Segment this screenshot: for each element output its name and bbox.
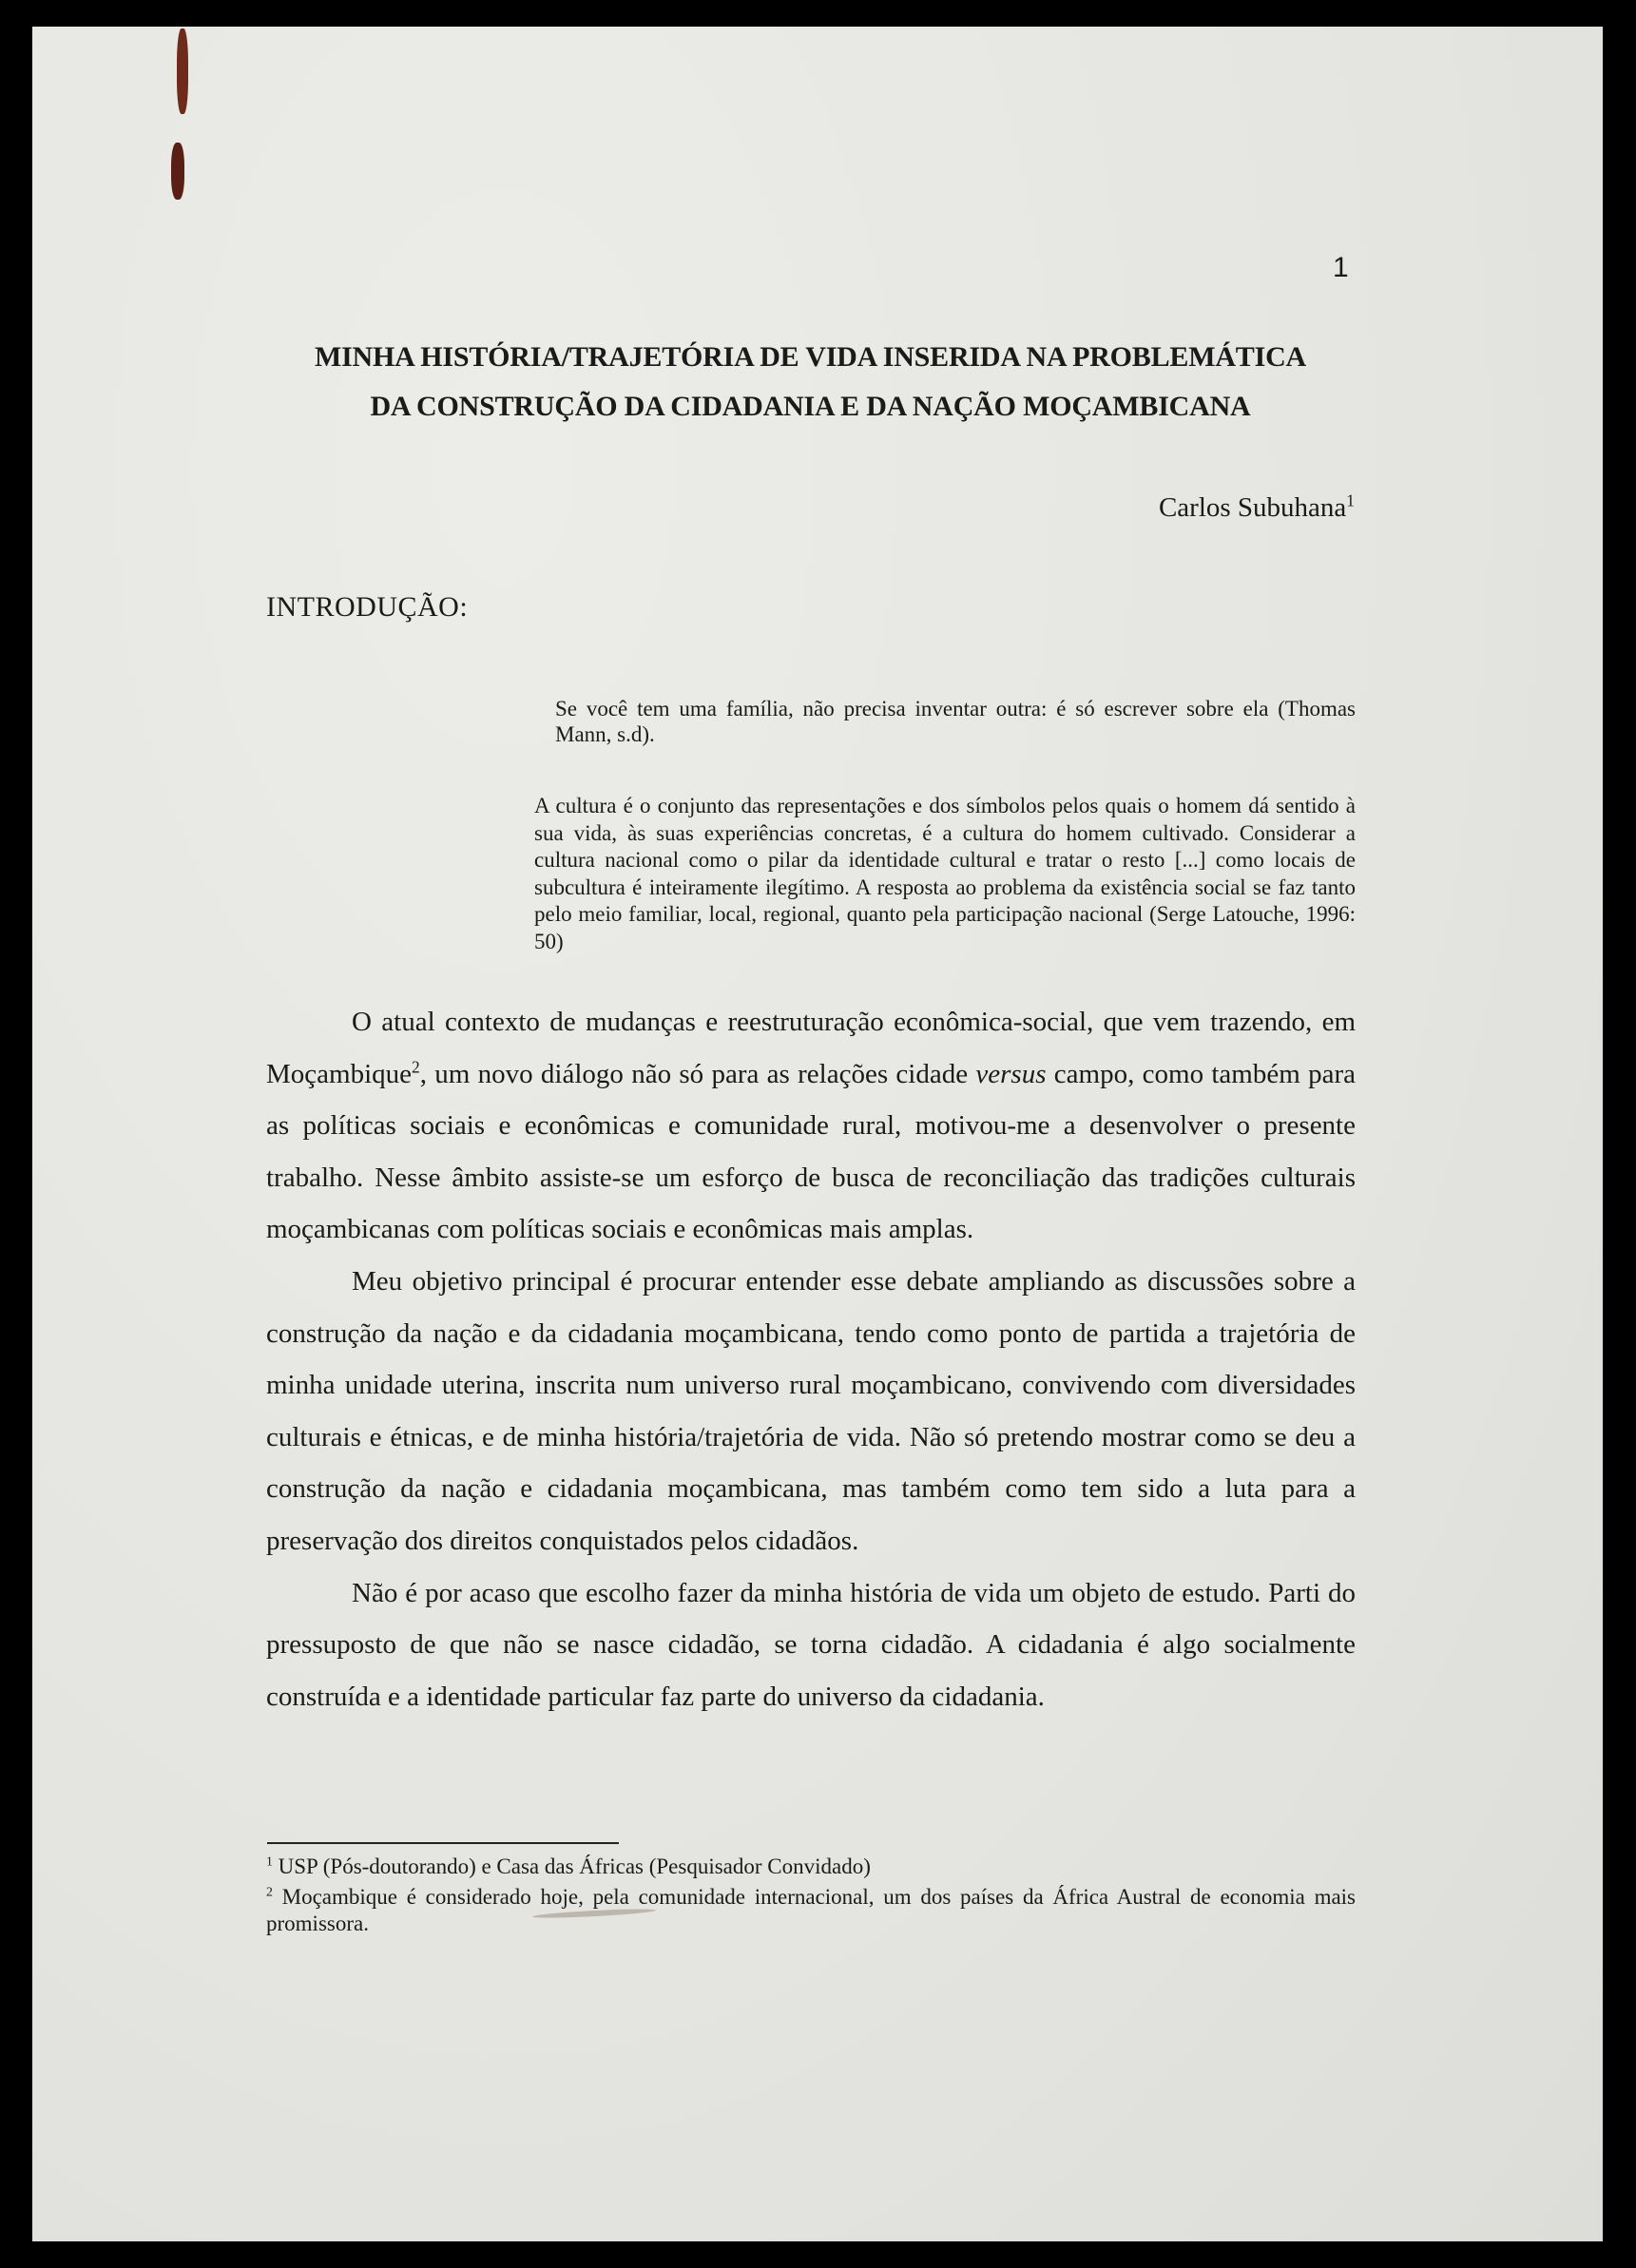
footnote-divider xyxy=(267,1842,619,1844)
author-text: Carlos Subuhana xyxy=(1158,492,1347,523)
footnote-marker: 1 xyxy=(266,1854,273,1869)
title-line-2: DA CONSTRUÇÃO DA CIDADANIA E DA NAÇÃO MOÇAMBICANA xyxy=(370,391,1251,422)
page-number: 1 xyxy=(1333,252,1349,283)
footnote-1 xyxy=(266,1854,1356,1880)
footnote-ref: 2 xyxy=(412,1056,420,1076)
paragraph-2: Meu objetivo principal é procurar entender esse debate ampliando as discussões sobre a construção da nação e da cidadania moçambicana, tendo como ponto de partida a trajetória de minha unidade uterina, inscrita num universo rural moçambicano, convivendo com diversidades culturais e étnicas, e de minha história/trajetória de vida. Não só pretendo mostrar como se deu a construção da nação e cidadania moçambicana, mas também como tem sido a luta para a preservação dos direitos conquistados pelos cidadãos. xyxy=(266,1265,1356,1556)
italic-term: versus xyxy=(975,1058,1047,1089)
footnote-2 xyxy=(266,1884,1356,1937)
paragraph-text: campo, como também para as políticas sociais e econômicas e comunidade rural, motivou-me a desenvolver o presente trabalho. Nesse âmbito assiste-se um esforço de busca de reconciliação das tradições culturais moçambicanas com políticas sociais e econômicas mais amplas. xyxy=(266,1058,1356,1245)
epigraph-2: A cultura é o conjunto das representações e dos símbolos pelos quais o homem dá sentido à sua vida, às suas experiências concretas, é a cultura do homem cultivado. Considerar a cultura nacional como o pilar da identidade cultural e tratar o resto [...] como locais de subcultura é inteiramente ilegítimo. A resposta ao problema da existência social se faz tanto pelo meio familiar, local, regional, quanto pela participação nacional (Serge Latouche, 1996: 50) xyxy=(534,794,1356,953)
paragraph-1 xyxy=(266,996,1356,1256)
footnote-text: USP (Pós-doutorando) e Casa das Áfricas (Pesquisador Convidado) xyxy=(278,1855,871,1878)
title-line-1: MINHA HISTÓRIA/TRAJETÓRIA DE VIDA INSERIDA NA PROBLEMÁTICA xyxy=(314,341,1307,373)
body-text xyxy=(266,996,1356,1722)
footnote-text: Moçambique é considerado hoje, pela comunidade internacional, um dos países da África Austral de economia mais promissora. xyxy=(266,1885,1357,1935)
document-title xyxy=(228,333,1393,432)
paragraph-text: , um novo diálogo não só para as relações cidade xyxy=(419,1058,976,1089)
section-heading: INTRODUÇÃO: xyxy=(266,591,469,623)
ink-stain xyxy=(171,143,184,200)
footnote-ref: 1 xyxy=(1346,490,1355,510)
footnote-marker: 2 xyxy=(266,1884,273,1899)
author-name xyxy=(1159,492,1355,524)
paragraph-3: Não é por acaso que escolho fazer da minha história de vida um objeto de estudo. Parti do pressuposto de que não se nasce cidadão, se torna cidadão. A cidadania é algo socialmente construída e a identidade particular faz parte do universo da cidadania. xyxy=(266,1577,1356,1712)
paragraph-text: O atual contexto de mudanças e reestruturação econômica-social, que vem trazendo, em Moçambique xyxy=(266,1007,1356,1089)
ink-stain xyxy=(177,29,188,114)
epigraph-1: Se você tem uma família, não precisa inventar outra: é só escrever sobre ela (Thomas Mann, s.d). xyxy=(555,697,1356,746)
